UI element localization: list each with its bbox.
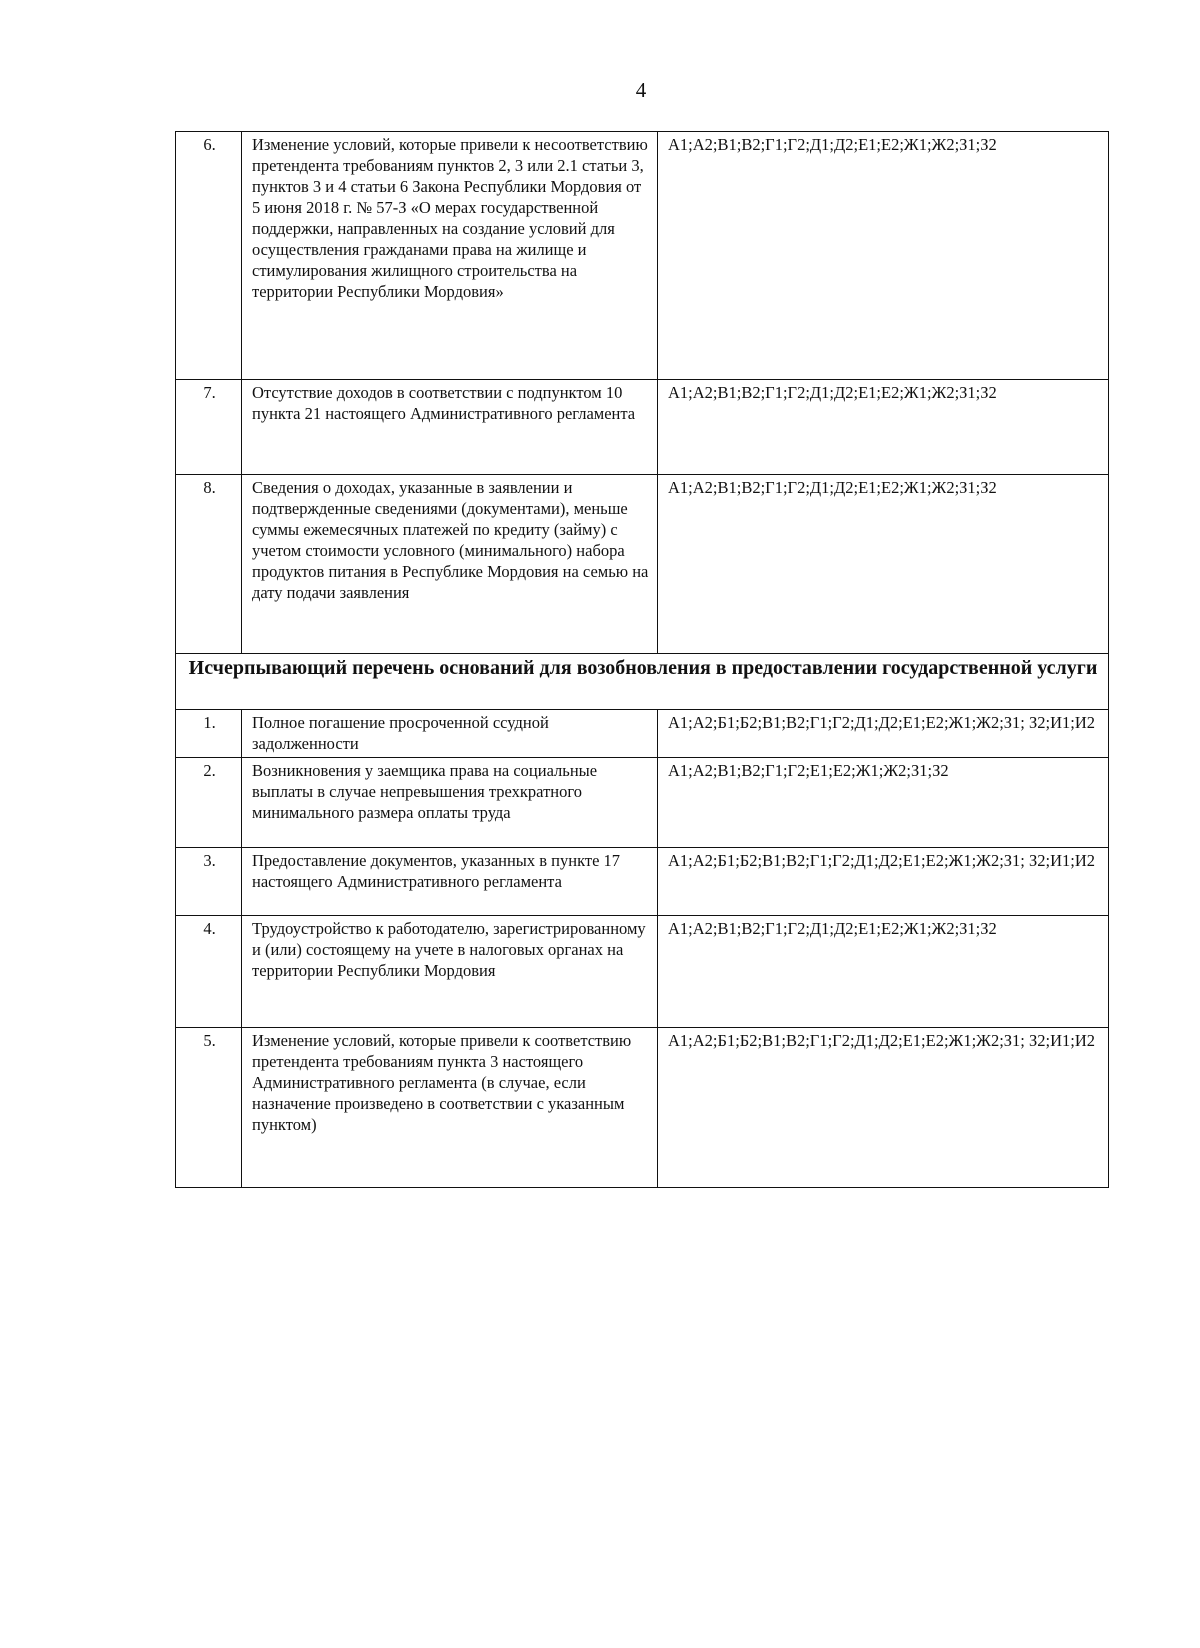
table-row [176,916,1109,1028]
row-number: 3. [176,848,242,916]
row-codes: А1;А2;Б1;Б2;В1;В2;Г1;Г2;Д1;Д2;Е1;Е2;Ж1;Ж2;З1; З2;И1;И2 [658,848,1109,916]
table-row [176,758,1109,848]
row-codes: А1;А2;В1;В2;Г1;Г2;Д1;Д2;Е1;Е2;Ж1;Ж2;З1;З2 [658,132,1109,380]
table-row [176,132,1109,380]
row-text: Трудоустройство к работодателю, зарегистрированному и (или) состоящему на учете в налоговых органах на территории Республики Мордовия [242,916,658,1028]
row-text: Возникновения у заемщика права на социальные выплаты в случае непревышения трехкратного минимального размера оплаты труда [242,758,658,848]
table-row [176,380,1109,475]
row-number: 8. [176,475,242,654]
table-row [176,1028,1109,1188]
row-codes: А1;А2;В1;В2;Г1;Г2;Д1;Д2;Е1;Е2;Ж1;Ж2;З1;З2 [658,475,1109,654]
row-text: Предоставление документов, указанных в пункте 17 настоящего Административного регламента [242,848,658,916]
row-text: Изменение условий, которые привели к соответствию претендента требованиям пункта 3 настоящего Административного регламента (в случае, если назначение произведено в соответствии с указанным пунктом) [242,1028,658,1188]
row-text: Изменение условий, которые привели к несоответствию претендента требованиям пунктов 2, 3 или 2.1 статьи 3, пунктов 3 и 4 статьи 6 Закона Республики Мордовия от 5 июня 2018 г. № 57-З «О мерах государственной поддержки, направленных на создание условий для осуществления гражданами права на жилище и стимулирования жилищного строительства на территории Республики Мордовия» [242,132,658,380]
row-codes: А1;А2;Б1;Б2;В1;В2;Г1;Г2;Д1;Д2;Е1;Е2;Ж1;Ж2;З1; З2;И1;И2 [658,710,1109,758]
row-codes: А1;А2;В1;В2;Г1;Г2;Д1;Д2;Е1;Е2;Ж1;Ж2;З1;З2 [658,380,1109,475]
section-title: Исчерпывающий перечень оснований для возобновления в предоставлении государственной услуги [176,654,1109,710]
row-text: Полное погашение просроченной ссудной задолженности [242,710,658,758]
row-text: Сведения о доходах, указанные в заявлении и подтвержденные сведениями (документами), меньше суммы ежемесячных платежей по кредиту (займу) с учетом стоимости условного (минимального) набора продуктов питания в Республике Мордовия на семью на дату подачи заявления [242,475,658,654]
row-number: 2. [176,758,242,848]
table-row [176,475,1109,654]
grounds-table [175,131,1109,1188]
section-row [176,654,1109,710]
row-codes: А1;А2;В1;В2;Г1;Г2;Е1;Е2;Ж1;Ж2;З1;З2 [658,758,1109,848]
table-row [176,848,1109,916]
row-number: 5. [176,1028,242,1188]
row-number: 6. [176,132,242,380]
row-text: Отсутствие доходов в соответствии с подпунктом 10 пункта 21 настоящего Административного регламента [242,380,658,475]
page-number: 4 [635,78,647,102]
row-number: 7. [176,380,242,475]
row-number: 4. [176,916,242,1028]
row-number: 1. [176,710,242,758]
row-codes: А1;А2;В1;В2;Г1;Г2;Д1;Д2;Е1;Е2;Ж1;Ж2;З1;З2 [658,916,1109,1028]
table-row [176,710,1109,758]
row-codes: А1;А2;Б1;Б2;В1;В2;Г1;Г2;Д1;Д2;Е1;Е2;Ж1;Ж2;З1; З2;И1;И2 [658,1028,1109,1188]
